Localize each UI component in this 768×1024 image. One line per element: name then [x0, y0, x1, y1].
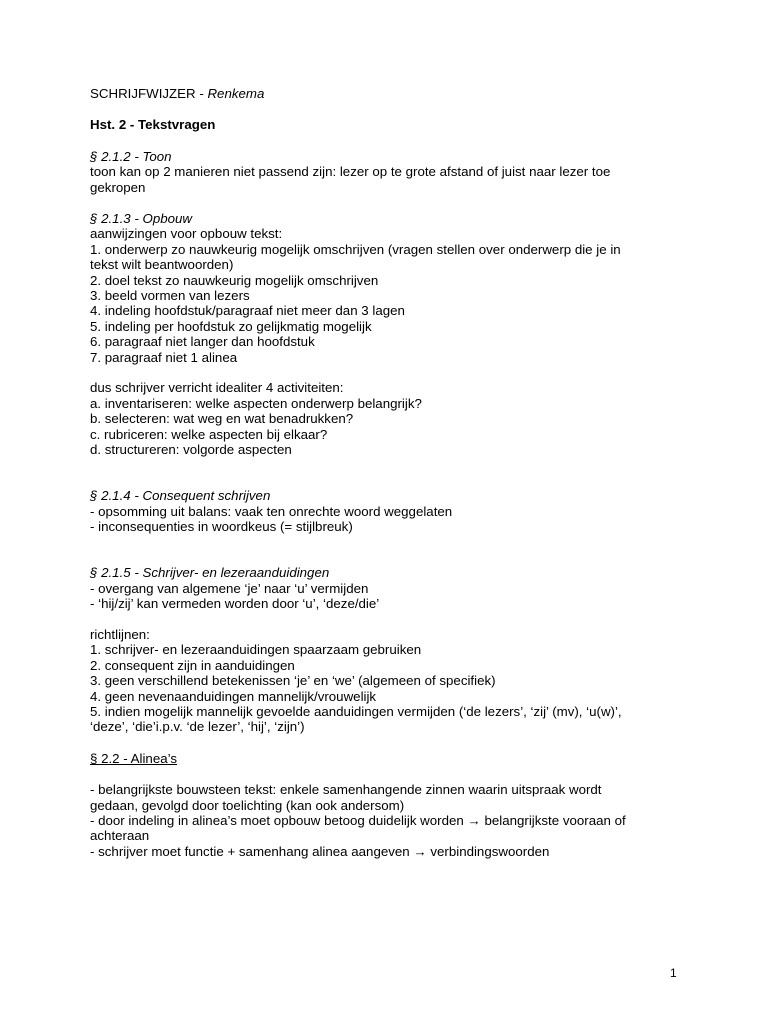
alineas-line: - door indeling in alinea’s moet opbouw betoog duidelijk worden → belangrijkste vooraan of	[90, 813, 626, 828]
opbouw-item: 7. paragraaf niet 1 alinea	[90, 349, 238, 365]
document-title	[90, 86, 690, 101]
toon-line: toon kan op 2 manieren niet passend zijn: lezer op te grote afstand of juist naar lezer toe	[90, 164, 611, 180]
activity-item: a. inventariseren: welke aspecten onderwerp belangrijk?	[90, 395, 422, 411]
guidelines-intro: richtlijnen:	[90, 626, 150, 642]
opbouw-item: 2. doel tekst zo nauwkeurig mogelijk omschrijven	[90, 272, 379, 288]
alineas-line: gedaan, gevolgd door toelichting (kan ook andersom)	[90, 797, 405, 813]
opbouw-item: 4. indeling hoofdstuk/paragraaf niet meer dan 3 lagen	[90, 303, 405, 319]
opbouw-item: tekst wilt beantwoorden)	[90, 257, 234, 273]
aanduidingen-line: - ‘hij/zij’ kan vermeden worden door ‘u’, ‘deze/die’	[90, 596, 380, 612]
toon-line: gekropen	[90, 179, 146, 195]
guideline-item: 2. consequent zijn in aanduidingen	[90, 657, 295, 673]
opbouw-item: 3. beeld vormen van lezers	[90, 288, 250, 304]
alineas-line: achteraan	[90, 828, 150, 844]
guideline-item: 1. schrijver- en lezeraanduidingen spaarzaam gebruiken	[90, 642, 422, 658]
guideline-item: 5. indien mogelijk mannelijk gevoelde aanduidingen vermijden (‘de lezers’, ‘zij’ (mv), ‘u(w)’,	[90, 703, 622, 719]
activity-item: d. structureren: volgorde aspecten	[90, 442, 292, 458]
section-heading-opbouw: § 2.1.3 - Opbouw	[90, 211, 193, 227]
activities-intro: dus schrijver verricht idealiter 4 activiteiten:	[90, 380, 344, 396]
consequent-line: - inconsequenties in woordkeus (= stijlbreuk)	[90, 519, 353, 535]
alineas-line: - belangrijkste bouwsteen tekst: enkele samenhangende zinnen waarin uitspraak wordt	[90, 782, 602, 798]
section-heading-consequent: § 2.1.4 - Consequent schrijven	[90, 488, 271, 504]
chapter-heading: Hst. 2 - Tekstvragen	[90, 117, 216, 133]
opbouw-item: 6. paragraaf niet langer dan hoofdstuk	[90, 334, 315, 350]
page-number: 1	[670, 966, 677, 980]
opbouw-item: 1. onderwerp zo nauwkeurig mogelijk omschrijven (vragen stellen over onderwerp die je in	[90, 241, 621, 257]
activity-item: c. rubriceren: welke aspecten bij elkaar?	[90, 426, 328, 442]
title-main: SCHRIJFWIJZER -	[90, 86, 208, 101]
alineas-line: - schrijver moet functie + samenhang alinea aangeven → verbindingswoorden	[90, 843, 550, 859]
section-heading-toon: § 2.1.2 - Toon	[90, 148, 172, 164]
section-heading-alineas: § 2.2 - Alinea’s	[90, 750, 177, 766]
guideline-item: ‘deze’, ‘die’i.p.v. ‘de lezer’, ‘hij’, ‘zijn’)	[90, 719, 305, 735]
guideline-item: 3. geen verschillend betekenissen ‘je’ en ‘we’ (algemeen of specifiek)	[90, 673, 496, 689]
aanduidingen-line: - overgang van algemene ‘je’ naar ‘u’ vermijden	[90, 580, 369, 596]
document-page	[90, 86, 690, 859]
consequent-line: - opsomming uit balans: vaak ten onrechte woord weggelaten	[90, 503, 453, 519]
activity-item: b. selecteren: wat weg en wat benadrukken?	[90, 411, 354, 427]
section-heading-aanduidingen: § 2.1.5 - Schrijver- en lezeraanduidingen	[90, 565, 330, 581]
title-author: Renkema	[207, 86, 265, 101]
opbouw-intro: aanwijzingen voor opbouw tekst:	[90, 226, 283, 242]
guideline-item: 4. geen nevenaanduidingen mannelijk/vrouwelijk	[90, 688, 377, 704]
opbouw-item: 5. indeling per hoofdstuk zo gelijkmatig mogelijk	[90, 318, 372, 334]
